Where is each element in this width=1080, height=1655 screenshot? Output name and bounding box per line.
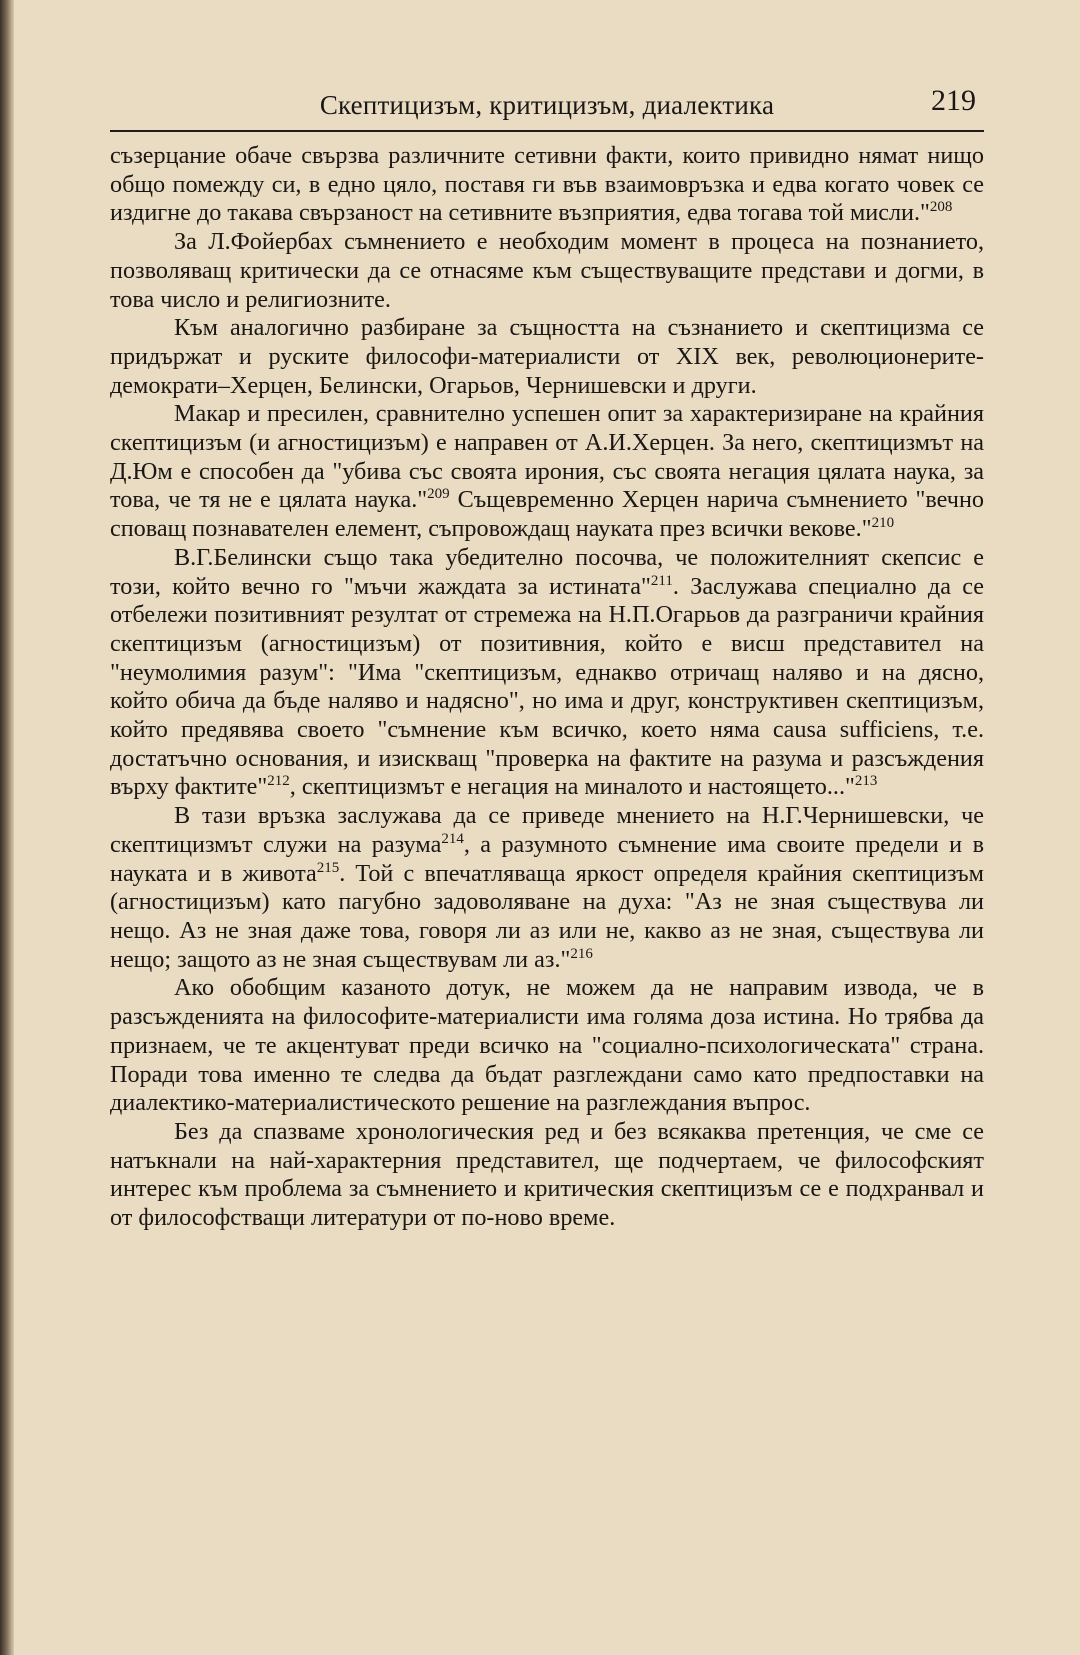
paragraph-text: съзерцание обаче свързва различните сетивни факти, които привидно нямат нищо общо помежду си, в едно цяло, поставя ги във взаимовръзка и едва когато човек се издигне до такава свързаност на сетивните възприятия, едва тогава той мисли." [110,142,984,227]
page-body [110,142,984,1233]
book-page [110,84,984,1233]
footnote-ref: 208 [929,199,953,216]
paragraph-text: Без да спазваме хронологическия ред и без всякаква претенция, че сме се натъкнали на най-характерния представител, ще подчертаем, че философският интерес към проблема за съмнението и критическия скептицизъм се е подхранвал и от философстващи литератури от по-ново време. [110,1117,984,1232]
footnote-ref: 209 [427,486,450,503]
paragraph-text: В тази връзка заслужава да се приведе мнението на Н.Г.Чернишевски, че скептицизмът служи на разума [110,802,984,858]
paragraph-text: Макар и пресилен, сравнително успешен опит за характеризиране на крайния скептицизъм (и агностицизъм) е направен от А.И.Херцен. За него, скептицизмът на Д.Юм е способен да "убива със своята ирония, със своята негация цялата наука, за това, че тя не е цялата наука." [110,400,984,514]
footnote-ref: 216 [570,945,593,962]
paragraph-text: Ако обобщим казаното дотук, не можем да не направим извода, че в разсъжденията на философите-материалисти има голяма доза истина. Но трябва да признаем, че те акцентуват преди всичко на "социално-психологическата" страна. Поради това именно те следва да бъдат разглеждани само като предпоставки на диалектико-материалистическото решение на разглеждания въпрос. [110,974,984,1117]
running-header [110,84,984,132]
paragraph-text: Към аналогично разбиране за същността на съзнанието и скептицизма се придържат и руските философи-материалисти от XIX век, революционерите-демократи–Херцен, Белински, Огарьов, Чернишевски и други. [110,314,984,399]
footnote-ref: 215 [316,859,340,876]
paragraph-7 [110,974,984,1118]
paragraph-text: . Заслужава специално да се отбележи позитивният резултат от стремежа на Н.П.Огарьов да разграничи крайния скептицизъм (агностицизъм) от позитивния, който е висш представител на "неумолимия разум": "Има "скептицизъм, еднакво отричащ наляво и на дясно, който обича да бъде наляво и надясно", но има и друг, конструктивен скептицизъм, който предявява своето "съмнение към всичко, което няма causa sufficiens, т.е. достатъчно основания, и изискващ "проверка на фактите на разума и разсъждения върху фактите" [110,572,984,801]
paragraph-8 [110,1118,984,1233]
paragraph-4 [110,400,984,544]
paragraph-text: . Той с впечатляваща яркост определя крайния скептицизъм (агностицизъм) като пагубно задоволяване на духа: "Аз не зная съществува ли нещо. Аз не зная даже това, говоря ли аз или не, какво аз не зная, съществува ли нещо; защото аз не зная съществувам ли аз." [110,859,984,973]
paragraph-text: , скептицизмът е негация на миналото и настоящето..." [289,773,855,801]
paragraph-1 [110,142,984,228]
paragraph-text: , а разумното съмнение има своите предели и в науката и в живота [110,830,984,887]
footnote-ref: 212 [267,773,290,790]
footnote-ref: 211 [650,572,673,589]
paragraph-text: За Л.Фойербах съмнението е необходим момент в процеса на познанието, позволяващ критически да се отнасяме към съществуващите представи и догми, в това число и религиозните. [110,228,984,313]
paragraph-text: В.Г.Белински също така убедително посочва, че положителният скепсис е този, който вечно го "мъчи жаждата за истината" [110,543,984,600]
footnote-ref: 210 [871,515,895,532]
paragraph-5 [110,544,984,802]
paragraph-2 [110,228,984,314]
footnote-ref: 213 [854,773,878,790]
footnote-ref: 214 [441,830,464,847]
paragraph-3 [110,314,984,400]
book-spine-edge [0,0,14,1655]
paragraph-6 [110,802,984,974]
running-title: Скептицизъм, критицизъм, диалектика [319,90,775,120]
page-number: 219 [931,84,976,117]
paragraph-text: Същевременно Херцен нарича съмнението "вечно споващ познавателен елемент, съпровождащ науката през всички векове." [110,486,985,543]
